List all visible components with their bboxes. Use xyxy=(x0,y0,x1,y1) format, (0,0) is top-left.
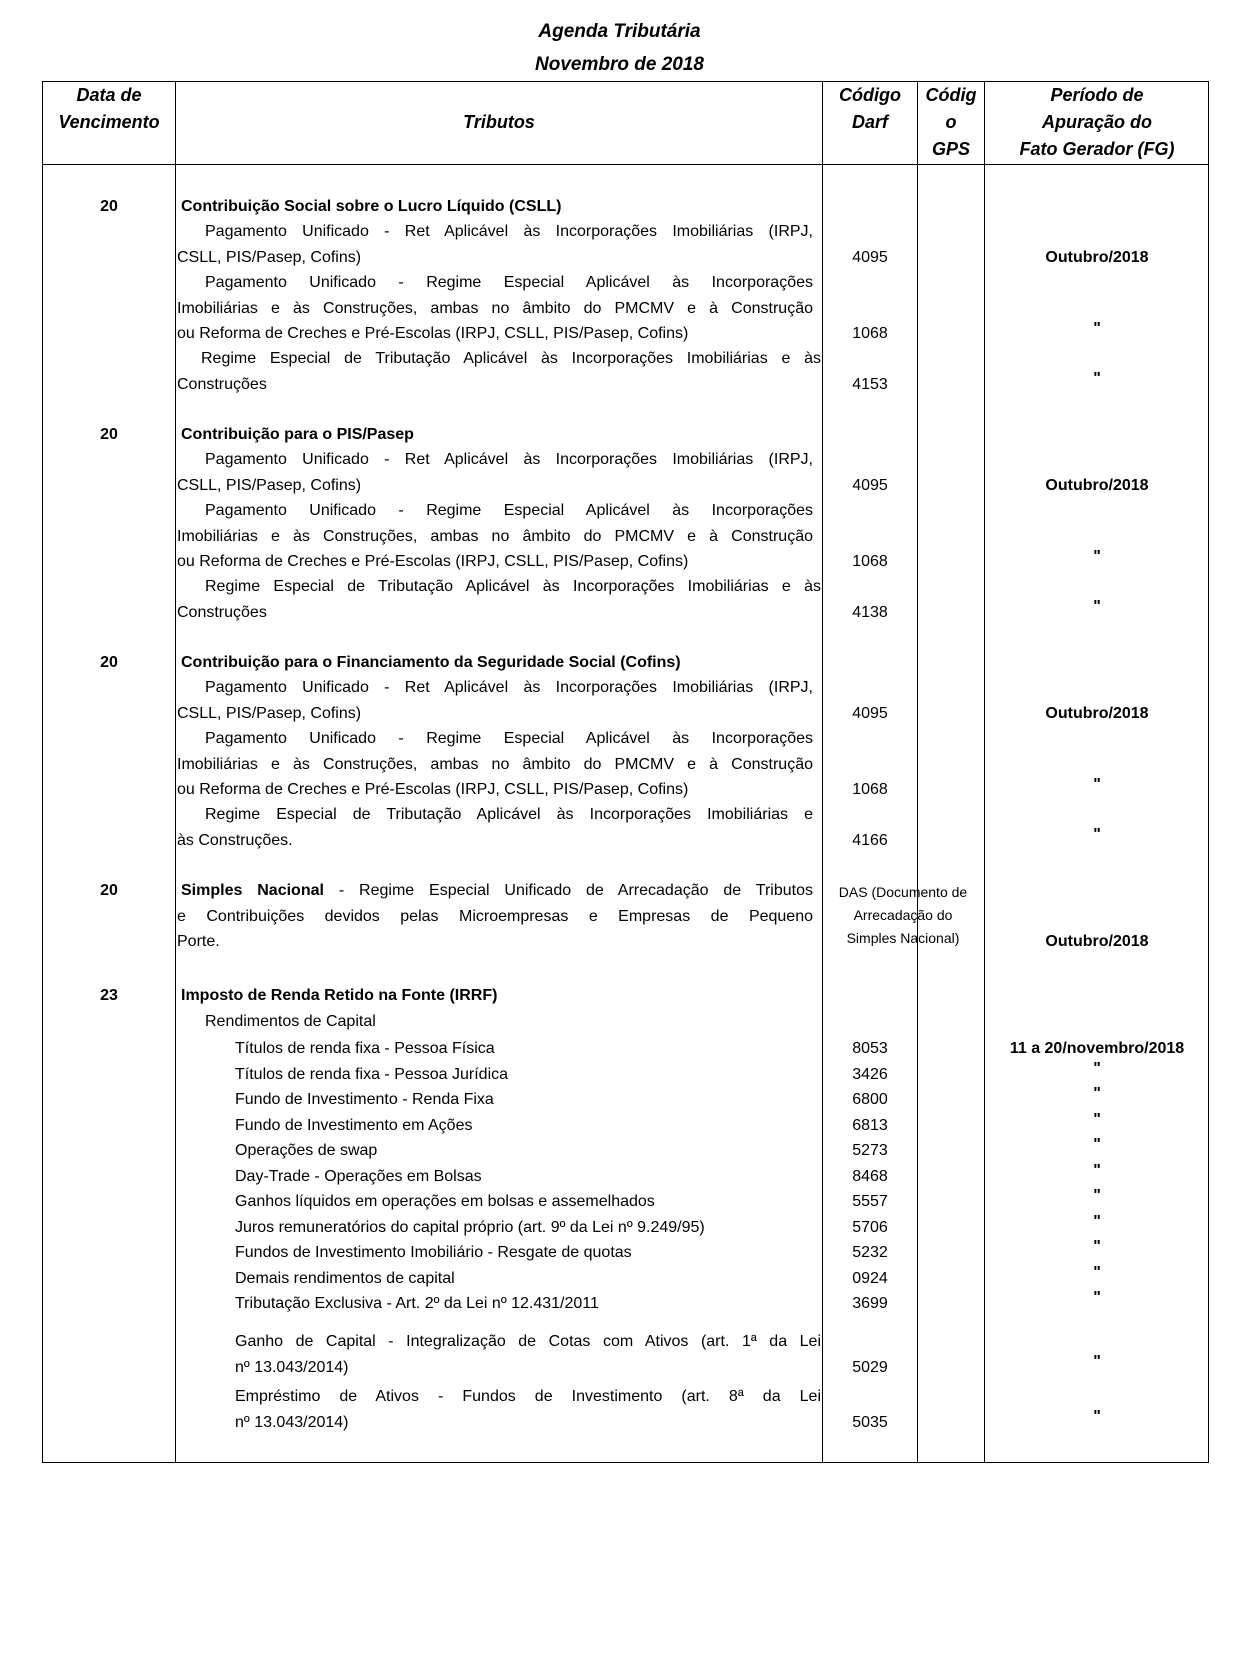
period: Outubro/2018 xyxy=(1045,933,1149,950)
item-text: Imobiliárias e às Construções, ambas no âmbito do PMCMV e à Construção xyxy=(177,299,813,317)
list-item: Juros remuneratórios do capital próprio (art. 9º da Lei nº 9.249/95) xyxy=(235,1218,705,1236)
item-text: ou Reforma de Creches e Pré-Escolas (IRPJ, CSLL, PIS/Pasep, Cofins) xyxy=(177,781,689,798)
period-ditto: " xyxy=(1093,1110,1101,1128)
section-title: Contribuição para o PIS/Pasep xyxy=(181,426,414,443)
item-text: às Construções. xyxy=(177,831,293,849)
header-text: Fato Gerador (FG) xyxy=(1019,139,1175,159)
list-item: Day-Trade - Operações em Bolsas xyxy=(235,1167,482,1185)
darf-code: 4138 xyxy=(852,604,888,621)
period-ditto: " xyxy=(1093,598,1101,615)
header-text: Códig xyxy=(925,85,977,105)
header-divider xyxy=(42,164,1209,165)
darf-code: 5035 xyxy=(852,1414,888,1431)
item-text: Regime Especial de Tributação Aplicável às Incorporações Imobiliárias e xyxy=(205,806,813,823)
darf-code: 5273 xyxy=(852,1142,888,1159)
darf-code: 1068 xyxy=(852,553,888,570)
period-ditto: " xyxy=(1093,1059,1101,1077)
period-ditto: " xyxy=(1093,1161,1101,1179)
period: Outubro/2018 xyxy=(1045,705,1149,722)
list-item: Operações de swap xyxy=(235,1142,378,1159)
darf-code: 3426 xyxy=(852,1065,888,1083)
header-codigo-gps xyxy=(918,82,984,163)
document-subtitle: Novembro de 2018 xyxy=(535,54,704,75)
item-text: Pagamento Unificado - Regime Especial Aplicável às Incorporações xyxy=(205,274,813,291)
section-title: Contribuição para o Financiamento da Seguridade Social (Cofins) xyxy=(181,654,681,671)
header-text: Código xyxy=(839,85,901,105)
header-text: Período de xyxy=(1050,85,1144,105)
item-text: Empréstimo de Ativos - Fundos de Investimento (art. 8ª da Lei xyxy=(235,1388,821,1405)
item-text: ou Reforma de Creches e Pré-Escolas (IRPJ, CSLL, PIS/Pasep, Cofins) xyxy=(177,325,689,342)
due-day: 20 xyxy=(100,654,118,671)
item-text xyxy=(177,878,813,904)
header-text: Data de xyxy=(76,85,142,105)
column-divider xyxy=(917,81,918,1463)
list-item xyxy=(177,878,813,955)
darf-code: 0924 xyxy=(852,1269,888,1287)
darf-code: 5557 xyxy=(852,1193,888,1210)
item-text: Imobiliárias e às Construções, ambas no âmbito do PMCMV e à Construção xyxy=(177,755,813,773)
item-text: Regime Especial de Tributação Aplicável às Incorporações Imobiliárias e às xyxy=(205,578,821,595)
item-text: Construções xyxy=(177,603,267,621)
period-ditto: " xyxy=(1093,1085,1101,1102)
item-text: CSLL, PIS/Pasep, Cofins) xyxy=(177,248,362,266)
darf-code: 3699 xyxy=(852,1295,888,1312)
item-text: DAS (Documento de xyxy=(838,884,968,900)
period: Outubro/2018 xyxy=(1045,477,1149,494)
header-data-vencimento xyxy=(43,82,175,136)
section-title: Imposto de Renda Retido na Fonte (IRRF) xyxy=(181,987,498,1004)
darf-code-das xyxy=(823,881,983,950)
list-item: Títulos de renda fixa - Pessoa Jurídica xyxy=(235,1065,509,1083)
darf-code: 4166 xyxy=(852,832,888,849)
item-text: ou Reforma de Creches e Pré-Escolas (IRPJ, CSLL, PIS/Pasep, Cofins) xyxy=(177,553,689,570)
period: Outubro/2018 xyxy=(1045,249,1149,266)
item-text: Imobiliárias e às Construções, ambas no âmbito do PMCMV e à Construção xyxy=(177,527,813,545)
header-text: GPS xyxy=(931,139,970,159)
period-ditto: " xyxy=(1093,320,1101,337)
item-text: Arrecadação do xyxy=(853,907,953,923)
list-item xyxy=(177,346,821,397)
darf-code: 1068 xyxy=(852,325,888,342)
header-codigo-darf xyxy=(823,82,917,136)
item-text: CSLL, PIS/Pasep, Cofins) xyxy=(177,476,362,494)
list-item xyxy=(177,802,813,853)
column-divider xyxy=(175,81,176,1463)
list-item: Ganhos líquidos em operações em bolsas e assemelhados xyxy=(235,1193,655,1210)
period-ditto: " xyxy=(1093,1238,1101,1255)
header-text: o xyxy=(945,112,957,132)
list-item xyxy=(177,675,813,726)
darf-code: 4153 xyxy=(852,376,888,393)
item-text: Pagamento Unificado - Regime Especial Aplicável às Incorporações xyxy=(205,730,813,747)
darf-code: 5706 xyxy=(852,1218,888,1236)
list-item xyxy=(177,447,813,498)
period-ditto: " xyxy=(1093,1136,1101,1153)
due-day: 20 xyxy=(100,882,118,899)
list-item xyxy=(177,270,813,347)
due-day: 20 xyxy=(100,426,118,443)
list-item: Títulos de renda fixa - Pessoa Física xyxy=(235,1040,495,1057)
darf-code: 8468 xyxy=(852,1167,888,1185)
list-item: Fundo de Investimento - Renda Fixa xyxy=(235,1091,494,1108)
list-item xyxy=(235,1384,821,1435)
darf-code: 4095 xyxy=(852,705,888,722)
item-text: Simples Nacional) xyxy=(846,930,960,946)
section-title: Simples Nacional xyxy=(181,882,324,899)
item-text: e Contribuições devidos pelas Microempresas e Empresas de Pequeno xyxy=(177,907,813,925)
header-text: Vencimento xyxy=(58,112,160,132)
due-day: 20 xyxy=(100,198,118,215)
subsection-title: Rendimentos de Capital xyxy=(205,1013,376,1030)
period-ditto: " xyxy=(1093,1289,1101,1306)
list-item: Tributação Exclusiva - Art. 2º da Lei nº 12.431/2011 xyxy=(235,1295,599,1312)
list-item: Demais rendimentos de capital xyxy=(235,1269,455,1287)
list-item xyxy=(177,219,813,270)
list-item xyxy=(177,498,813,575)
list-item xyxy=(235,1329,821,1380)
darf-code: 5029 xyxy=(852,1359,888,1376)
header-text: Darf xyxy=(851,112,888,132)
item-text: Construções xyxy=(177,375,267,393)
due-day: 23 xyxy=(100,987,118,1004)
period-ditto: " xyxy=(1093,826,1101,843)
list-item: Fundo de Investimento em Ações xyxy=(235,1116,473,1134)
header-tributos: Tributos xyxy=(463,112,535,132)
item-text: - Regime Especial Unificado de Arrecadação de Tributos xyxy=(323,882,813,899)
list-item xyxy=(177,726,813,803)
period-ditto: " xyxy=(1093,1263,1101,1281)
section-title: Contribuição Social sobre o Lucro Líquido (CSLL) xyxy=(181,198,562,215)
item-text: Ganho de Capital - Integralização de Cotas com Ativos (art. 1ª da Lei xyxy=(235,1333,821,1350)
period-ditto: " xyxy=(1093,776,1101,793)
period-ditto: " xyxy=(1093,1408,1101,1425)
header-periodo-apuracao xyxy=(985,82,1209,163)
item-text: nº 13.043/2014) xyxy=(235,1413,349,1431)
darf-code: 6800 xyxy=(852,1091,888,1108)
period-ditto: " xyxy=(1093,370,1101,387)
darf-code: 4095 xyxy=(852,477,888,494)
item-text: CSLL, PIS/Pasep, Cofins) xyxy=(177,704,362,722)
list-item xyxy=(177,574,821,625)
period-ditto: " xyxy=(1093,1187,1101,1204)
darf-code: 5232 xyxy=(852,1244,888,1261)
darf-code: 6813 xyxy=(852,1116,888,1134)
list-item: Fundos de Investimento Imobiliário - Resgate de quotas xyxy=(235,1244,632,1261)
item-text: Pagamento Unificado - Ret Aplicável às Incorporações Imobiliárias (IRPJ, xyxy=(205,223,813,240)
document-title: Agenda Tributária xyxy=(538,21,701,42)
item-text: Pagamento Unificado - Ret Aplicável às Incorporações Imobiliárias (IRPJ, xyxy=(205,679,813,696)
period-ditto: " xyxy=(1093,1353,1101,1370)
darf-code: 1068 xyxy=(852,781,888,798)
item-text: nº 13.043/2014) xyxy=(235,1358,349,1376)
darf-code: 4095 xyxy=(852,249,888,266)
period-ditto: " xyxy=(1093,1212,1101,1230)
item-text: Pagamento Unificado - Ret Aplicável às Incorporações Imobiliárias (IRPJ, xyxy=(205,451,813,468)
item-text: Pagamento Unificado - Regime Especial Aplicável às Incorporações xyxy=(205,502,813,519)
item-text: Porte. xyxy=(177,933,220,950)
header-text: Apuração do xyxy=(1041,112,1152,132)
period-ditto: " xyxy=(1093,548,1101,565)
item-text: Regime Especial de Tributação Aplicável às Incorporações Imobiliárias e às xyxy=(201,350,821,367)
darf-code: 8053 xyxy=(852,1040,888,1057)
period: 11 a 20/novembro/2018 xyxy=(1009,1040,1185,1057)
